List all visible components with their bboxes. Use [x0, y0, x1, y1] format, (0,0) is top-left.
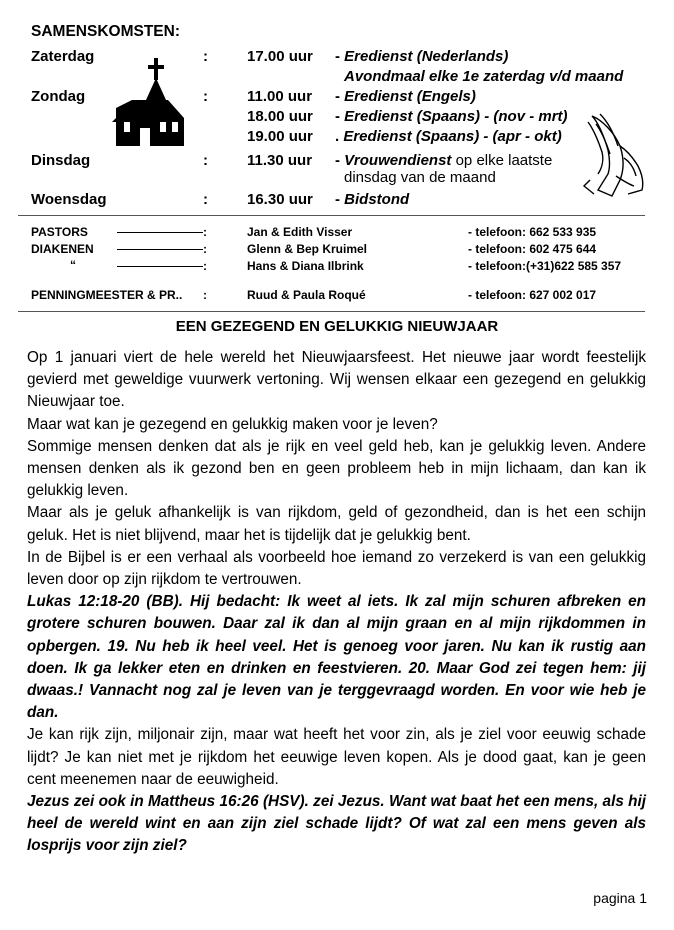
contact-sep: [117, 241, 207, 257]
service-name: Eredienst: [344, 88, 413, 105]
schedule-title: SAMENSKOMSTEN:: [31, 23, 180, 40]
desc-dinsdag-2: dinsdag van de maand: [344, 169, 496, 186]
service-name: Eredienst (Nederlands): [344, 48, 509, 65]
church-icon: [112, 56, 188, 148]
colon: :: [203, 191, 208, 208]
sep-colon: :: [203, 259, 207, 273]
desc-dinsdag: - Vrouwendienst op elke laatste: [335, 152, 553, 169]
paragraph: Sommige mensen denken dat als je rijk en veel geld heb, kan je gelukkig leven. Andere mensen denken als ik gezond ben en geen probleem heb in mijn lichaam, dan kan ik gelukkig leven.: [27, 437, 646, 500]
praying-hands-icon: [580, 110, 648, 198]
paragraph: Maar wat kan je gezegend en gelukkig maken voor je leven?: [27, 415, 438, 433]
article-body: [27, 347, 646, 858]
desc-woensdag: - Bidstond: [335, 191, 410, 208]
time-dinsdag: 11.30 uur: [247, 152, 313, 169]
service-name: Bidstond: [344, 191, 410, 208]
service-lang: (Engels): [412, 88, 476, 105]
time-zaterdag: 17.00 uur: [247, 48, 313, 65]
time-zondag-3: 19.00 uur: [247, 128, 313, 145]
paragraph: Je kan rijk zijn, miljonair zijn, maar wat heeft het voor zin, als je ziel voor eeuwig schade lijdt? Je kan niet met je rijkdom het eeuwige leven kopen. Als je dood gaat, kan je geen cent meenemen naar de eeuwigheid.: [27, 726, 646, 788]
paragraph: In de Bijbel is er een verhaal als voorbeeld hoe iemand zo verzekerd is van een gelukkig leven door op zijn rijkdom te vertrouwen.: [27, 548, 646, 589]
divider: [18, 311, 645, 312]
contact-phone: - telefoon: 662 533 935: [468, 225, 597, 239]
bible-quote: Jezus zei ook in Mattheus 16:26 (HSV). zei Jezus. Want wat baat het een mens, als hij heel de wereld wint en aan zijn ziel schade lijdt? Of wat zal een mens geven als losprijs voor zijn ziel?: [27, 793, 646, 855]
contact-names: Ruud & Paula Roqué: [247, 288, 366, 302]
service-lang: (Spaans) - (apr - okt): [411, 128, 562, 145]
day-woensdag: Woensdag: [31, 191, 107, 208]
contact-role: DIAKENEN: [31, 242, 94, 256]
article-heading: EEN GEZEGEND EN GELUKKIG NIEUWJAAR: [175, 318, 499, 335]
contact-sep: [117, 224, 207, 240]
sep-colon: :: [203, 242, 207, 256]
time-zondag-1: 11.00 uur: [247, 88, 313, 105]
paragraph: Op 1 januari viert de hele wereld het Nieuwjaarsfeest. Het nieuwe jaar wordt feestelijk gevierd met geweldige vuurwerk vertoning. Wij wensen elkaar een gezegend en gelukkig Nieuwjaar toe.: [27, 349, 646, 411]
service-name: Eredienst: [343, 128, 412, 145]
contact-role: PENNINGMEESTER & PR..: [31, 288, 183, 302]
service-note: op elke laatste: [451, 152, 553, 169]
contact-role: “: [70, 258, 76, 272]
sep-colon: :: [203, 225, 207, 239]
contact-phone: - telefoon: 627 002 017: [468, 288, 597, 302]
contact-names: Glenn & Bep Kruimel: [247, 242, 368, 256]
paragraph: Maar als je geluk afhankelijk is van rijkdom, geld of gezondheid, dan is het een schijn geluk. Het is niet blijvend, maar het is tijdelijk dat je gelukkig bent.: [27, 504, 646, 544]
day-dinsdag: Dinsdag: [31, 152, 91, 169]
contact-sep: [117, 258, 207, 274]
service-lang: (Spaans) - (nov - mrt): [412, 108, 568, 125]
contact-sep: :: [203, 288, 207, 302]
desc-zondag-1: - Eredienst (Engels): [335, 88, 476, 105]
contact-phone: - telefoon:(+31)622 585 357: [468, 259, 622, 273]
desc-zondag-2: - Eredienst (Spaans) - (nov - mrt): [335, 108, 568, 125]
page-number: pagina 1: [593, 890, 647, 906]
day-zaterdag: Zaterdag: [31, 48, 95, 65]
time-woensdag: 16.30 uur: [247, 191, 313, 208]
colon: :: [203, 152, 208, 169]
service-name: Vrouwendienst: [344, 152, 452, 169]
colon: :: [203, 48, 208, 65]
desc-zaterdag: - Eredienst (Nederlands): [335, 48, 509, 65]
contact-names: Hans & Diana Ilbrink: [247, 259, 364, 273]
divider: [18, 215, 645, 216]
desc-zaterdag-2: [344, 67, 623, 87]
contact-phone: - telefoon: 602 475 644: [468, 242, 597, 256]
desc-zondag-3: . Eredienst (Spaans) - (apr - okt): [335, 128, 562, 145]
colon: :: [203, 88, 208, 105]
time-zondag-2: 18.00 uur: [247, 108, 313, 125]
service-name: Eredienst: [344, 108, 413, 125]
service-note: Avondmaal elke 1e zaterdag v/d maand: [344, 68, 624, 85]
bible-quote: Lukas 12:18-20 (BB). Hij bedacht: Ik weet al iets. Ik zal mijn schuren afbreken en grotere schuren bouwen. Daar zal ik dan al mijn graan en al mijn rijkdommen in opbergen. 19. Nu heb ik heel veel. Het is genoeg voor jaren. Nu kan ik rustig aan doen. Ik ga lekker eten en drinken en feestvieren. 20. Maar God zei tegen hem: jij dwaas.! Vannacht nog zal je leven van je terggevraagd worden. En voor wie heb je dan.: [27, 593, 646, 722]
day-zondag: Zondag: [31, 88, 86, 105]
contact-names: Jan & Edith Visser: [247, 225, 353, 239]
contact-role: PASTORS: [31, 225, 88, 239]
